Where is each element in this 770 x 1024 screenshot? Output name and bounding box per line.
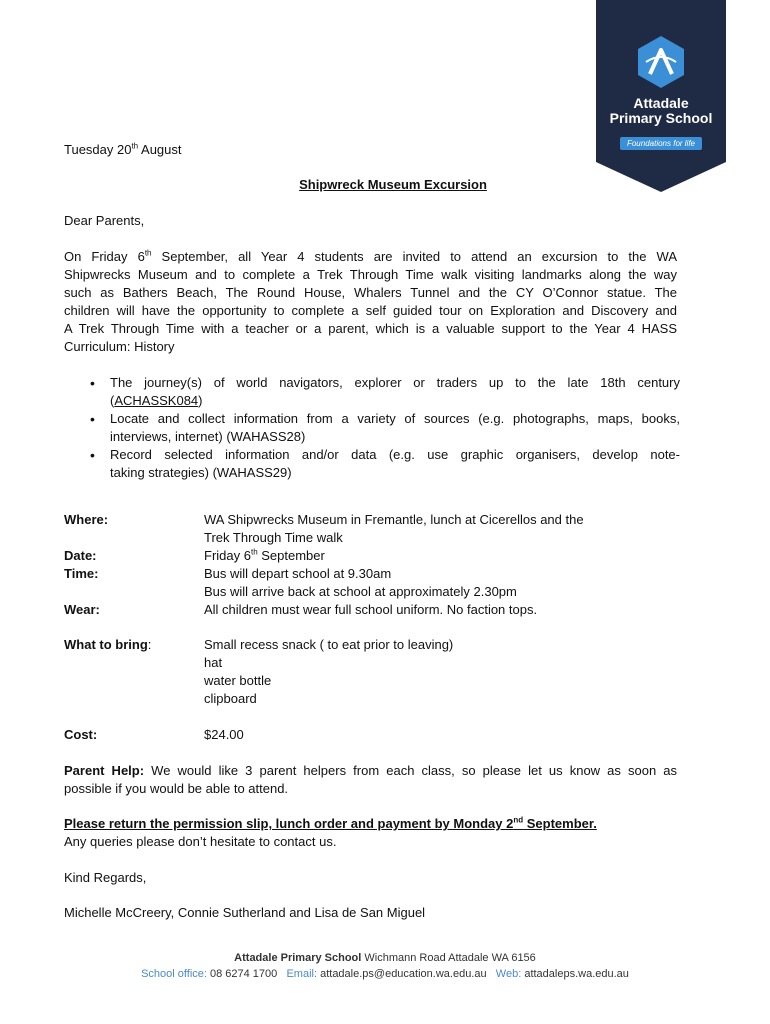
bring-label-colon: : bbox=[147, 637, 152, 652]
parent-help-label: Parent Help: bbox=[64, 763, 145, 778]
date-sup: th bbox=[131, 141, 139, 151]
intro-line-5: A Trek Through Time with a teacher or a parent, which is a valuable support to the Year 4 HASS bbox=[64, 321, 677, 336]
date-value-text: Friday 6 bbox=[204, 548, 251, 563]
where-value-2: Trek Through Time walk bbox=[204, 530, 343, 545]
footer-email-label: Email: bbox=[286, 968, 318, 980]
intro-line-2: Shipwrecks Museum and to complete a Trek Through Time walk visiting landmarks along the way bbox=[64, 267, 677, 282]
date-month: August bbox=[138, 142, 182, 157]
bring-item: Small recess snack ( to eat prior to leaving) bbox=[204, 637, 454, 652]
list-item bbox=[90, 374, 680, 410]
date-label: Date: bbox=[64, 548, 97, 563]
intro-line-1b: September, all Year 4 students are invited to attend an excursion to the WA bbox=[151, 249, 677, 264]
list-item bbox=[90, 446, 680, 482]
greeting: Dear Parents, bbox=[64, 213, 145, 228]
intro-line-6: Curriculum: History bbox=[64, 339, 175, 354]
list-item-line-1: • Record selected information and/or data (e.g. use graphic organisers, develop note- bbox=[110, 447, 680, 462]
time-label: Time: bbox=[64, 566, 99, 581]
logo-name-line2: Primary School bbox=[609, 110, 713, 126]
intro-line-1 bbox=[64, 248, 677, 266]
list-item-line-1: • The journey(s) of world navigators, explorer or traders up to the late 18th century bbox=[110, 375, 680, 390]
date-value bbox=[204, 547, 325, 565]
queries-line: Any queries please don’t hesitate to contact us. bbox=[64, 834, 337, 849]
paren-open: ( bbox=[110, 393, 115, 408]
footer-address bbox=[0, 952, 770, 964]
footer-web-label: Web: bbox=[495, 968, 522, 980]
wear-label: Wear: bbox=[64, 602, 100, 617]
return-notice-sup: nd bbox=[513, 815, 524, 825]
signatories: Michelle McCreery, Connie Sutherland and Lisa de San Miguel bbox=[64, 905, 426, 920]
parent-help-text-1: We would like 3 parent helpers from each class, so please let us know as soon as bbox=[144, 763, 677, 778]
return-notice-text: Please return the permission slip, lunch order and payment by Monday 2 bbox=[64, 816, 514, 831]
letter-date bbox=[64, 141, 182, 159]
footer-address-text: Wichmann Road Attadale WA 6156 bbox=[361, 952, 536, 964]
intro-line-3: such as Bathers Beach, The Round House, Whalers Tunnel and the CY O’Connor statue. The bbox=[64, 285, 677, 300]
bring-label bbox=[64, 636, 151, 654]
signoff: Kind Regards, bbox=[64, 870, 147, 885]
bring-item: hat bbox=[204, 655, 223, 670]
list-item-line-2: interviews, internet) (WAHASS28) bbox=[110, 429, 306, 444]
logo-tagline: Foundations for life bbox=[626, 139, 696, 148]
school-logo-badge bbox=[596, 0, 726, 192]
where-label: Where: bbox=[64, 512, 109, 527]
wear-value: All children must wear full school uniform. No faction tops. bbox=[204, 602, 538, 617]
logo-name-line1: Attadale bbox=[633, 95, 689, 111]
list-item-line-1: • Locate and collect information from a variety of sources (e.g. photographs, maps, books, bbox=[110, 411, 680, 426]
footer-email-link[interactable]: attadale.ps@education.wa.edu.au bbox=[317, 968, 487, 980]
date-text: Tuesday 20 bbox=[64, 142, 132, 157]
footer-office-label: School office: bbox=[141, 968, 207, 980]
parent-help-line-1 bbox=[64, 762, 677, 780]
achassk084-link[interactable]: ACHASSK084 bbox=[114, 393, 199, 408]
time-value-2: Bus will arrive back at school at approximately 2.30pm bbox=[204, 584, 517, 599]
intro-line-1a: On Friday 6 bbox=[64, 249, 145, 264]
footer-office-number: 08 6274 1700 bbox=[206, 968, 278, 980]
date-value-sup: th bbox=[250, 547, 258, 557]
footer-school-name: Attadale Primary School bbox=[234, 952, 362, 964]
intro-line-4: children will have the opportunity to complete a self guided tour on Exploration and Discovery and bbox=[64, 303, 677, 318]
parent-help-line-2: possible if you would be able to attend. bbox=[64, 781, 289, 796]
date-value-month: September bbox=[257, 548, 325, 563]
footer-web-link[interactable]: attadaleps.wa.edu.au bbox=[521, 968, 629, 980]
paren-close: ) bbox=[198, 393, 203, 408]
letter-title bbox=[0, 177, 770, 192]
bring-label-text: What to bring bbox=[64, 637, 148, 652]
bring-item: water bottle bbox=[204, 673, 272, 688]
title-text: Shipwreck Museum Excursion bbox=[299, 177, 487, 192]
intro-line-1-sup: th bbox=[144, 248, 152, 258]
return-notice-month: September. bbox=[523, 816, 597, 831]
time-value-1: Bus will depart school at 9.30am bbox=[204, 566, 392, 581]
list-item-line-2: taking strategies) (WAHASS29) bbox=[110, 465, 292, 480]
bring-item: clipboard bbox=[204, 691, 257, 706]
cost-label: Cost: bbox=[64, 727, 98, 742]
footer-contacts bbox=[0, 968, 770, 980]
parent-help-paragraph bbox=[64, 762, 677, 798]
list-item bbox=[90, 410, 680, 446]
where-value-1: WA Shipwrecks Museum in Fremantle, lunch at Cicerellos and the bbox=[204, 512, 584, 527]
return-notice bbox=[64, 815, 597, 833]
cost-value: $24.00 bbox=[204, 727, 244, 742]
logo-name bbox=[596, 96, 726, 126]
intro-paragraph bbox=[64, 248, 677, 356]
list-item-line-2 bbox=[110, 392, 680, 410]
curriculum-list bbox=[90, 374, 680, 482]
